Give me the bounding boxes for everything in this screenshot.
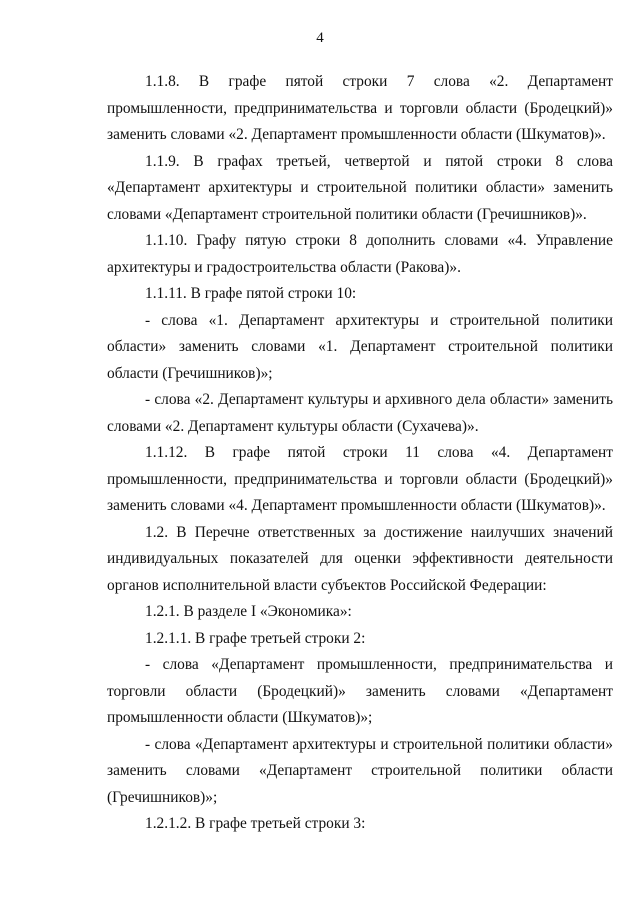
list-item-1-2-1-1-a: - слова «Департамент промышленности, предпринимательства и торговли области (Бродецкий)» заменить словами «Департамент промышленности области (Шкуматов)»; <box>107 656 613 726</box>
paragraph-1-2-1: 1.2.1. В разделе I «Экономика»: <box>145 603 352 620</box>
paragraph-1-2-1-1: 1.2.1.1. В графе третьей строки 2: <box>145 629 366 647</box>
document-body <box>107 69 613 838</box>
list-item-1-1-11-b: - слова «2. Департамент культуры и архивного дела области» заменить словами «2. Департамент культуры области (Сухачева)». <box>107 391 613 435</box>
list-item-1-2-1-1-b: - слова «Департамент архитектуры и строительной политики области» заменить словами «Департамент строительной политики области (Гречишников)»; <box>107 735 613 806</box>
paragraph-1-1-10: 1.1.10. Графу пятую строки 8 дополнить словами «4. Управление архитектуры и градостроительства области (Ракова)». <box>107 232 613 276</box>
paragraph-1-2: 1.2. В Перечне ответственных за достижение наилучших значений индивидуальных показателей для оценки эффективности деятельности органов исполнительной власти субъектов Российской Федерации: <box>107 523 613 594</box>
paragraph-1-1-12: 1.1.12. В графе пятой строки 11 слова «4. Департамент промышленности, предпринимательства и торговли области (Бродецкий)» заменить словами «4. Департамент промышленности области (Шкуматов)». <box>107 444 613 514</box>
list-item-1-1-11-a: - слова «1. Департамент архитектуры и строительной политики области» заменить словами «1. Департамент строительной политики области (Гречишников)»; <box>107 311 613 382</box>
paragraph-1-1-11: 1.1.11. В графе пятой строки 10: <box>145 285 357 302</box>
paragraph-1-2-1-2: 1.2.1.2. В графе третьей строки 3: <box>145 815 366 832</box>
paragraph-1-1-9: 1.1.9. В графах третьей, четвертой и пятой строки 8 слова «Департамент архитектуры и строительной политики области» заменить словами «Департамент строительной политики области (Гречишников)». <box>107 152 613 223</box>
paragraph-1-1-8: 1.1.8. В графе пятой строки 7 слова «2. Департамент промышленности, предпринимательства и торговли области (Бродецкий)» заменить словами «2. Департамент промышленности области (Шкуматов)». <box>107 73 613 143</box>
page-number: 4 <box>316 30 324 46</box>
